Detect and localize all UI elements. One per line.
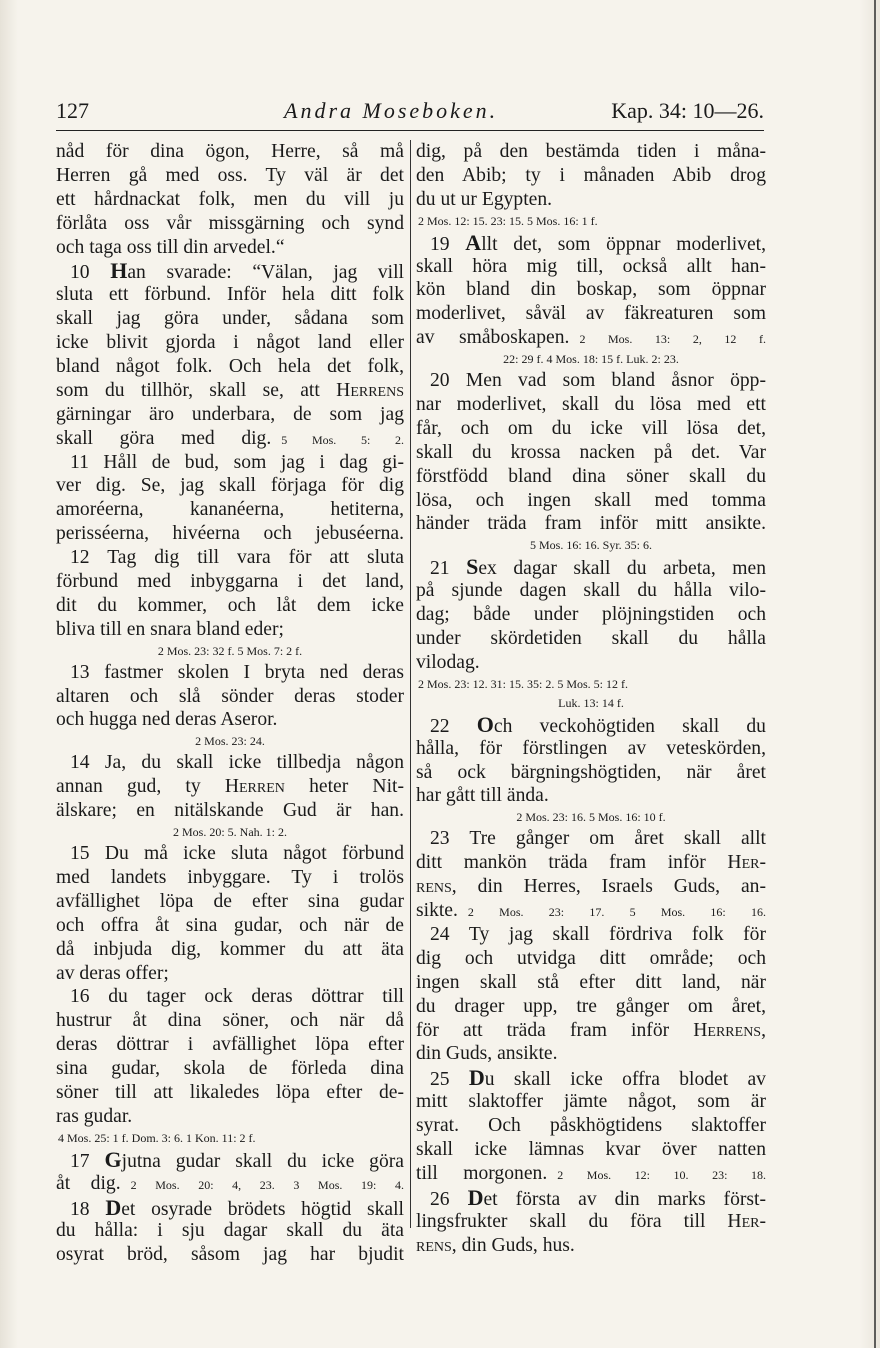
cross-reference: 4 Mos. 25: 1 f. Dom. 3: 6. 1 Kon. 11: 2 f. — [58, 1130, 256, 1145]
cross-reference: 2 Mos. 23: 32 f. 5 Mos. 7: 2 f. — [157, 643, 303, 658]
text-line — [56, 188, 404, 212]
line-text: 13 fastmer skolen I bryta ned deras — [70, 661, 404, 683]
line-text: med landets inbyggare. Ty i trolös — [56, 866, 404, 888]
cross-reference: 2 Mos. 20: 5. Nah. 1: 2. — [173, 825, 287, 840]
line-text: 20 Men vad som bland åsnor öpp- — [430, 370, 766, 392]
line-text: förlåta oss vår missgärning och synd — [56, 212, 404, 234]
cross-reference: 2 Mos. 12: 15. 23: 15. 5 Mos. 16: 1 f. — [418, 213, 598, 228]
text-line — [416, 1162, 766, 1186]
text-line — [56, 708, 404, 732]
text-line — [56, 685, 404, 709]
initial-letter: O — [476, 711, 494, 737]
line-text: et första av din marks först- — [483, 1188, 766, 1210]
text-line — [416, 627, 766, 651]
text-line — [56, 522, 404, 546]
line-text: på sjunde dagen skall du hålla vilo- — [416, 580, 766, 602]
text-line — [416, 164, 766, 188]
page-edge — [874, 0, 876, 1348]
line-text: mitt slaktoffer jämte något, som är — [416, 1091, 766, 1113]
initial-letter: G — [104, 1146, 122, 1172]
line-text: Herren gå med oss. Ty väl är det — [56, 164, 404, 186]
text-line — [416, 369, 766, 393]
text-line — [56, 1081, 404, 1105]
text-line — [416, 255, 766, 279]
verse-number: 22 — [430, 715, 477, 737]
text-line — [56, 1243, 404, 1267]
text-line — [56, 661, 404, 685]
line-text: skall höra mig till, också allt han- — [416, 255, 766, 277]
line-text: skall göra med dig. — [56, 427, 272, 449]
verse-number: 26 — [430, 1188, 468, 1210]
line-text: , din Guds, hus. — [451, 1234, 575, 1256]
text-line — [416, 761, 766, 785]
text-line — [56, 379, 404, 403]
text-line — [56, 403, 404, 427]
line-text: nåd för dina ögon, Herre, så må — [56, 141, 404, 162]
text-line — [56, 890, 404, 914]
line-text: och offra åt sina gudar, och när de — [56, 914, 404, 936]
text-line — [416, 875, 766, 899]
cross-reference: 2 Mos. 23: 12. 31: 15. 35: 2. 5 Mos. 5: 12 f. — [418, 676, 629, 691]
line-text: jutna gudar skall du icke göra — [121, 1150, 404, 1172]
text-line — [416, 1114, 766, 1138]
line-text: ditt mankön träda fram inför — [416, 852, 728, 874]
text-line — [416, 603, 766, 627]
text-line — [56, 799, 404, 823]
line-text: lösa, och ingen skall med tomma — [416, 489, 766, 511]
text-line — [416, 555, 766, 579]
text-line — [56, 1033, 404, 1057]
text-line — [416, 1090, 766, 1114]
line-text: ex dagar skall du arbeta, men — [478, 558, 766, 580]
line-text: dig och utvidga ditt område; och — [416, 947, 766, 969]
text-line — [416, 393, 766, 417]
text-line — [416, 1234, 766, 1258]
initial-letter: A — [465, 229, 482, 255]
inline-cross-reference: 2 Mos. 13: 2, 12 f. — [579, 332, 766, 347]
small-caps-word: rens — [416, 876, 452, 898]
text-line — [416, 1186, 766, 1210]
line-text: då inbjuda dig, kommer du att äta — [56, 938, 404, 960]
line-text: av deras offer; — [56, 962, 169, 984]
line-text: u skall icke offra blodet av — [484, 1069, 766, 1091]
cross-reference: Luk. 13: 14 f. — [558, 695, 624, 710]
line-text: sina gudar, skola de förleda dina — [56, 1058, 404, 1080]
text-line — [56, 164, 404, 188]
line-text: har gått till ända. — [416, 785, 549, 807]
line-text: dig, på den bestämda tiden i måna- — [416, 141, 766, 162]
text-line — [56, 236, 404, 260]
line-text: du drager upp, tre gånger om året, — [416, 995, 766, 1017]
line-text: ingen skall stå efter ditt land, när — [416, 971, 766, 993]
text-line — [56, 751, 404, 775]
line-text: llt det, som öppnar moderlivet, — [481, 233, 766, 255]
text-line — [416, 851, 766, 875]
line-text: under skördetiden skall du hålla — [416, 628, 766, 650]
line-text: 15 Du må icke sluta något förbund — [70, 843, 404, 865]
text-line — [56, 866, 404, 890]
line-text: deras döttrar i avfällighet löpa efter — [56, 1034, 404, 1056]
inline-cross-reference: 2 Mos. 23: 17. 5 Mos. 16: 16. — [467, 905, 766, 920]
text-line — [416, 417, 766, 441]
line-text: perisséerna, hivéerna och jebuséerna. — [56, 523, 404, 545]
line-text: dag; både under plöjningstiden och — [416, 604, 766, 626]
line-text: ett hårdnackat folk, men du vill ju — [56, 188, 404, 210]
line-text: annan gud, ty — [56, 776, 225, 798]
line-text: icke blivit gjorda i något land eller — [56, 332, 404, 354]
text-line — [416, 1210, 766, 1234]
line-text: altaren och slå sönder deras stoder — [56, 685, 404, 707]
line-text: som du tillhör, skall se, att — [56, 379, 337, 401]
line-text: osyrat bröd, såsom jag har bjudit — [56, 1244, 404, 1266]
line-text: skall icke lämnas kvar över natten — [416, 1138, 766, 1160]
text-line — [56, 775, 404, 799]
text-line — [56, 1105, 404, 1129]
initial-letter: H — [110, 258, 128, 284]
line-text: , — [761, 1019, 766, 1041]
line-text: kön bland din boskap, som öppnar — [416, 279, 766, 301]
text-line — [56, 212, 404, 236]
small-caps-word: Herrens — [693, 1019, 762, 1041]
verse-number: 25 — [430, 1069, 469, 1091]
line-text: syrat. Och påskhögtidens slaktoffer — [416, 1115, 766, 1137]
small-caps-word: Herren — [224, 776, 285, 798]
text-line — [56, 594, 404, 618]
right-column — [416, 140, 766, 1257]
text-line — [56, 1148, 404, 1172]
text-line — [56, 355, 404, 379]
line-text: vilodag. — [416, 651, 480, 673]
line-text: den Abib; ty i månaden Abib drog — [416, 164, 766, 186]
text-line — [56, 985, 404, 1009]
text-line — [56, 307, 404, 331]
text-line — [56, 962, 404, 986]
text-line — [56, 427, 404, 451]
page-number: 127 — [56, 98, 89, 123]
initial-letter: S — [466, 554, 479, 580]
line-text: lingsfrukter skall du föra till — [416, 1210, 728, 1232]
line-text: sikte. — [416, 900, 458, 922]
cross-reference: 2 Mos. 23: 24. — [195, 734, 265, 749]
line-text: amoréerna, kananéerna, hetiterna, — [56, 499, 404, 521]
small-caps-word: Herrens — [336, 379, 404, 401]
text-line — [56, 1172, 404, 1196]
text-line — [416, 441, 766, 465]
line-text: förbund med inbyggarna i det land, — [56, 571, 404, 593]
verse-number: 21 — [430, 558, 467, 580]
line-text: bliva till en snara bland eder; — [56, 618, 284, 640]
verse-number: 17 — [70, 1150, 105, 1172]
text-line — [56, 914, 404, 938]
text-line — [56, 474, 404, 498]
inline-cross-reference: 5 Mos. 5: 2. — [281, 432, 404, 447]
text-line — [416, 1138, 766, 1162]
verse-number: 10 — [70, 262, 111, 284]
text-line — [416, 278, 766, 302]
text-line — [416, 512, 766, 536]
text-line — [416, 326, 766, 350]
line-text: söner till att likaledes löpa efter de- — [56, 1081, 404, 1103]
text-line — [56, 1196, 404, 1220]
text-line — [416, 827, 766, 851]
text-line — [416, 1042, 766, 1066]
text-line — [416, 737, 766, 761]
line-text: ras gudar. — [56, 1105, 133, 1127]
text-line — [416, 651, 766, 675]
text-line — [416, 231, 766, 255]
line-text: för att träda fram inför — [416, 1019, 694, 1041]
text-line — [416, 579, 766, 603]
text-line — [56, 570, 404, 594]
text-line — [56, 842, 404, 866]
line-text: skall du krossa nacken på det. Var — [416, 441, 766, 463]
text-line — [56, 140, 404, 164]
line-text: heter Nit- — [284, 776, 404, 798]
text-line — [416, 923, 766, 947]
text-line — [416, 465, 766, 489]
line-text: 16 du tager ock deras döttrar till — [70, 986, 404, 1008]
cross-reference: 22: 29 f. 4 Mos. 18: 15 f. Luk. 2: 23. — [503, 352, 679, 367]
line-text: 14 Ja, du skall icke tillbedja någon — [70, 752, 404, 774]
initial-letter: D — [105, 1194, 122, 1220]
column-divider — [410, 140, 411, 1228]
cross-reference: 5 Mos. 16: 16. Syr. 35: 6. — [529, 538, 652, 553]
line-text: du hålla: i sju dagar skall du äta — [56, 1220, 404, 1242]
text-line — [56, 259, 404, 283]
line-text: nar moderlivet, skall du lösa med ett — [416, 394, 766, 416]
book-title: Andra Moseboken. — [284, 98, 499, 123]
page-header — [56, 98, 764, 132]
text-line — [416, 713, 766, 737]
verse-number: 18 — [70, 1198, 106, 1220]
initial-letter: D — [468, 1065, 485, 1091]
small-caps-word: Her- — [727, 1210, 766, 1232]
left-column — [56, 140, 404, 1267]
text-line — [56, 1219, 404, 1243]
text-line — [56, 1057, 404, 1081]
line-text: , din Herres, Israels Guds, an- — [451, 876, 766, 898]
line-text: 12 Tag dig till vara för att sluta — [70, 547, 404, 569]
cross-reference: 2 Mos. 23: 16. 5 Mos. 16: 10 f. — [516, 810, 666, 825]
line-text: moderlivet, såväl av fäkreaturen som — [416, 303, 766, 325]
text-line — [56, 331, 404, 355]
line-text: hustrur åt dina söner, och när då — [56, 1010, 404, 1032]
line-text: et osyrade brödets högtid skall — [121, 1198, 404, 1220]
text-line — [416, 784, 766, 808]
text-line — [56, 451, 404, 475]
line-text: av småboskapen. — [416, 327, 570, 349]
text-line — [416, 302, 766, 326]
text-line — [416, 1019, 766, 1043]
line-text: åt dig. — [56, 1172, 121, 1194]
line-text: an svarade: “Välan, jag vill — [127, 262, 405, 284]
line-text: hålla, för förstlingen av veteskörden, — [416, 737, 766, 759]
line-text: din Guds, ansikte. — [416, 1043, 558, 1065]
text-line — [416, 140, 766, 164]
text-line — [56, 546, 404, 570]
small-caps-word: rens — [416, 1234, 452, 1256]
text-line — [416, 899, 766, 923]
line-text: dit du kommer, och låt dem icke — [56, 594, 404, 616]
line-text: avfällighet löpa de efter sina gudar — [56, 890, 404, 912]
text-line — [416, 947, 766, 971]
initial-letter: D — [467, 1184, 484, 1210]
line-text: gärningar äro underbara, de som jag — [56, 403, 404, 425]
text-line — [416, 188, 766, 212]
inline-cross-reference: 2 Mos. 12: 10. 23: 18. — [557, 1167, 766, 1182]
text-line — [416, 489, 766, 513]
line-text: får, och om du icke vill lösa det, — [416, 417, 766, 439]
text-line — [56, 283, 404, 307]
line-text: sluta ett förbund. Inför hela ditt folk — [56, 284, 404, 306]
line-text: 11 Håll de bud, som jag i dag gi- — [70, 451, 404, 473]
line-text: bland något folk. Och hela det folk, — [56, 356, 404, 378]
text-line — [416, 995, 766, 1019]
text-line — [56, 938, 404, 962]
line-text: så ock bärgningshögtiden, när året — [416, 761, 766, 783]
text-line — [56, 498, 404, 522]
line-text: du ut ur Egypten. — [416, 188, 553, 210]
inline-cross-reference: 2 Mos. 20: 4, 23. 3 Mos. 19: 4. — [130, 1177, 404, 1192]
line-text: händer träda fram inför mitt ansikte. — [416, 513, 766, 535]
verse-number: 19 — [430, 233, 466, 255]
line-text: 23 Tre gånger om året skall allt — [430, 828, 766, 850]
line-text: 24 Ty jag skall fördriva folk för — [430, 923, 766, 945]
chapter-reference: Kap. 34: 10—26. — [611, 98, 764, 123]
line-text: skall jag göra under, sådana som — [56, 308, 404, 330]
small-caps-word: Her- — [727, 852, 766, 874]
text-line — [416, 971, 766, 995]
line-text: och taga oss till din arvedel.“ — [56, 236, 285, 258]
header-rule — [56, 130, 764, 131]
line-text: förstfödd bland dina söner skall du — [416, 465, 766, 487]
text-line — [56, 618, 404, 642]
line-text: ver dig. Se, jag skall förjaga för dig — [56, 475, 404, 497]
line-text: till morgonen. — [416, 1162, 548, 1184]
line-text: och hugga ned deras Aseror. — [56, 709, 278, 731]
text-line — [416, 1066, 766, 1090]
line-text: ch veckohögtiden skall du — [493, 715, 766, 737]
line-text: älskare; en nitälskande Gud är han. — [56, 800, 404, 822]
text-line — [56, 1009, 404, 1033]
